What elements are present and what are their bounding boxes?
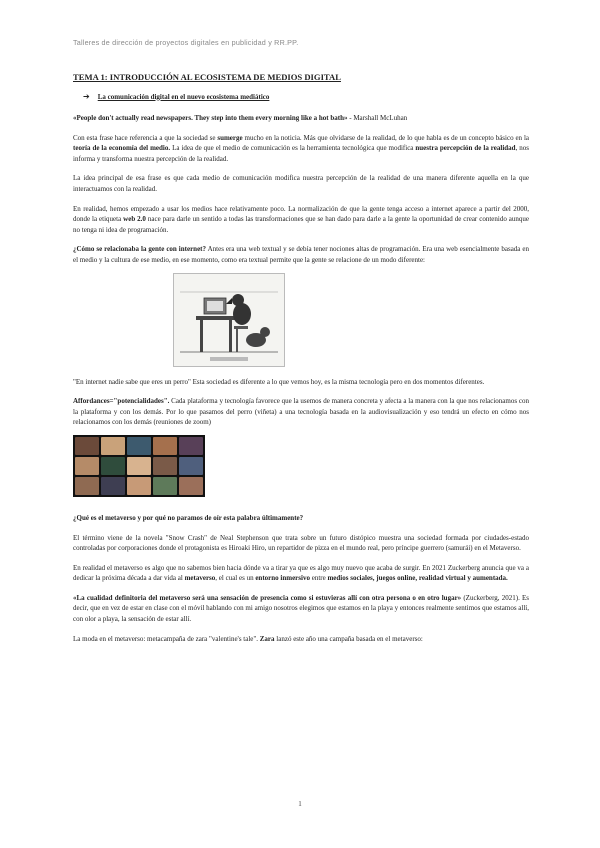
paragraph-7: El término viene de la novela "Snow Crash" de Neal Stephenson que trata sobre un futuro distópico muestra una sociedad formada por ciudades-estado controladas por corporaciones donde el protagonista es Hiroaki Hiro, un repartidor de pizza en el mundo real, pero príncipe guerrero (samurái) en el Metaverso.	[73, 533, 529, 553]
quote-text: «People don't actually read newspapers. They step into them every morning like a hot bath»	[73, 114, 348, 122]
arrow-icon: ➔	[83, 92, 90, 101]
metaverso-heading: ¿Qué es el metaverso y por qué no paramos de oír esta palabra últimamente?	[73, 513, 304, 522]
page-content	[73, 72, 529, 653]
paragraph-3: En realidad, hemos empezado a usar los medios hace relativamente poco. La normalización de que la gente tenga acceso a internet aparece a partir del 2000, donde la etiqueta web 2.0 nace para darle un sentido a todas las transformaciones que se han dado para darle a la gente la oportunidad de crear contenido aunque no tenga ni idea de programación.	[73, 204, 529, 234]
paragraph-5: "En internet nadie sabe que eres un perro" Esta sociedad es diferente a lo que vemos hoy, es la misma tecnología pero en dos momentos diferentes.	[73, 377, 485, 386]
mcluhan-quote	[73, 113, 529, 124]
paragraph-2: La idea principal de esa frase es que cada medio de comunicación modifica nuestra percepción de la realidad de una manera diferente aquella en la que interactuamos con la realidad.	[73, 174, 529, 193]
subsection-label: La comunicación digital en el nuevo ecosistema mediático	[97, 92, 270, 101]
page-number: 1	[298, 800, 302, 808]
paragraph-9: «La cualidad definitoria del metaverso será una sensación de presencia como si estuvieras allí con otra persona o en otro lugar» (Zuckerberg, 2021). Es decir, que en vez de estar en clase con el móvil hablando con mi amigo nosotros elegimos que estamos en la playa y entonces realmente sentimos que estamos allí, con olor a playa, la sensación de estar allí.	[73, 593, 529, 624]
section-title: TEMA 1: INTRODUCCIÓN AL ECOSISTEMA DE MEDIOS DIGITAL	[73, 72, 341, 82]
paragraph-6: Affordances="potencialidades". Cada plataforma y tecnología favorece que la usemos de manera concreta y afecta a la manera con la que nos relacionamos con la plataforma y con los demás. Por lo que pasamos del perro (viñeta) a una tecnología basada en la audiovisualización y eso tendrá un efecto en cómo nos relacionamos con los demás (reuniones de zoom)	[73, 397, 529, 427]
paragraph-8: En realidad el metaverso es algo que no sabemos bien hacia dónde va a tirar ya que es algo muy nuevo que acaba de surgir. En 2021 Zuckerberg anuncia que va a dedicar la próxima década a dar vida al metaverso, el cual es un entorno inmersivo entre medios sociales, juegos online, realidad virtual y aumentada.	[73, 563, 529, 583]
subsection-heading	[83, 92, 529, 101]
quote-author: - Marshall McLuhan	[347, 114, 408, 122]
running-header: Talleres de dirección de proyectos digitales en publicidad y RR.PP.	[73, 38, 299, 47]
zoom-meeting-image	[73, 435, 205, 497]
paragraph-10: La moda en el metaverso: metacampaña de zara "valentine's tale". Zara lanzó este año una campaña basada en el metaverso:	[73, 634, 423, 643]
internet-dog-cartoon-image	[173, 273, 285, 367]
paragraph-1: Con esta frase hace referencia a que la sociedad se sumerge mucho en la noticia. Más que olvidarse de la realidad, de lo que habla es de un concepto básico en la teoría de la economía del medio. La idea de que el medio de comunicación es la herramienta tecnológica que modifica nuestra percepción de la realidad, nos informa y transforma nuestra percepción de la realidad.	[73, 133, 530, 163]
paragraph-4: ¿Cómo se relacionaba la gente con internet? Antes era una web textual y se debía tener nociones altas de programación. Era una web esencialmente basada en el medio y la cultura de ese medio, en ese momento, como era textual permite que la gente se relacione de un modo diferente:	[73, 245, 529, 264]
